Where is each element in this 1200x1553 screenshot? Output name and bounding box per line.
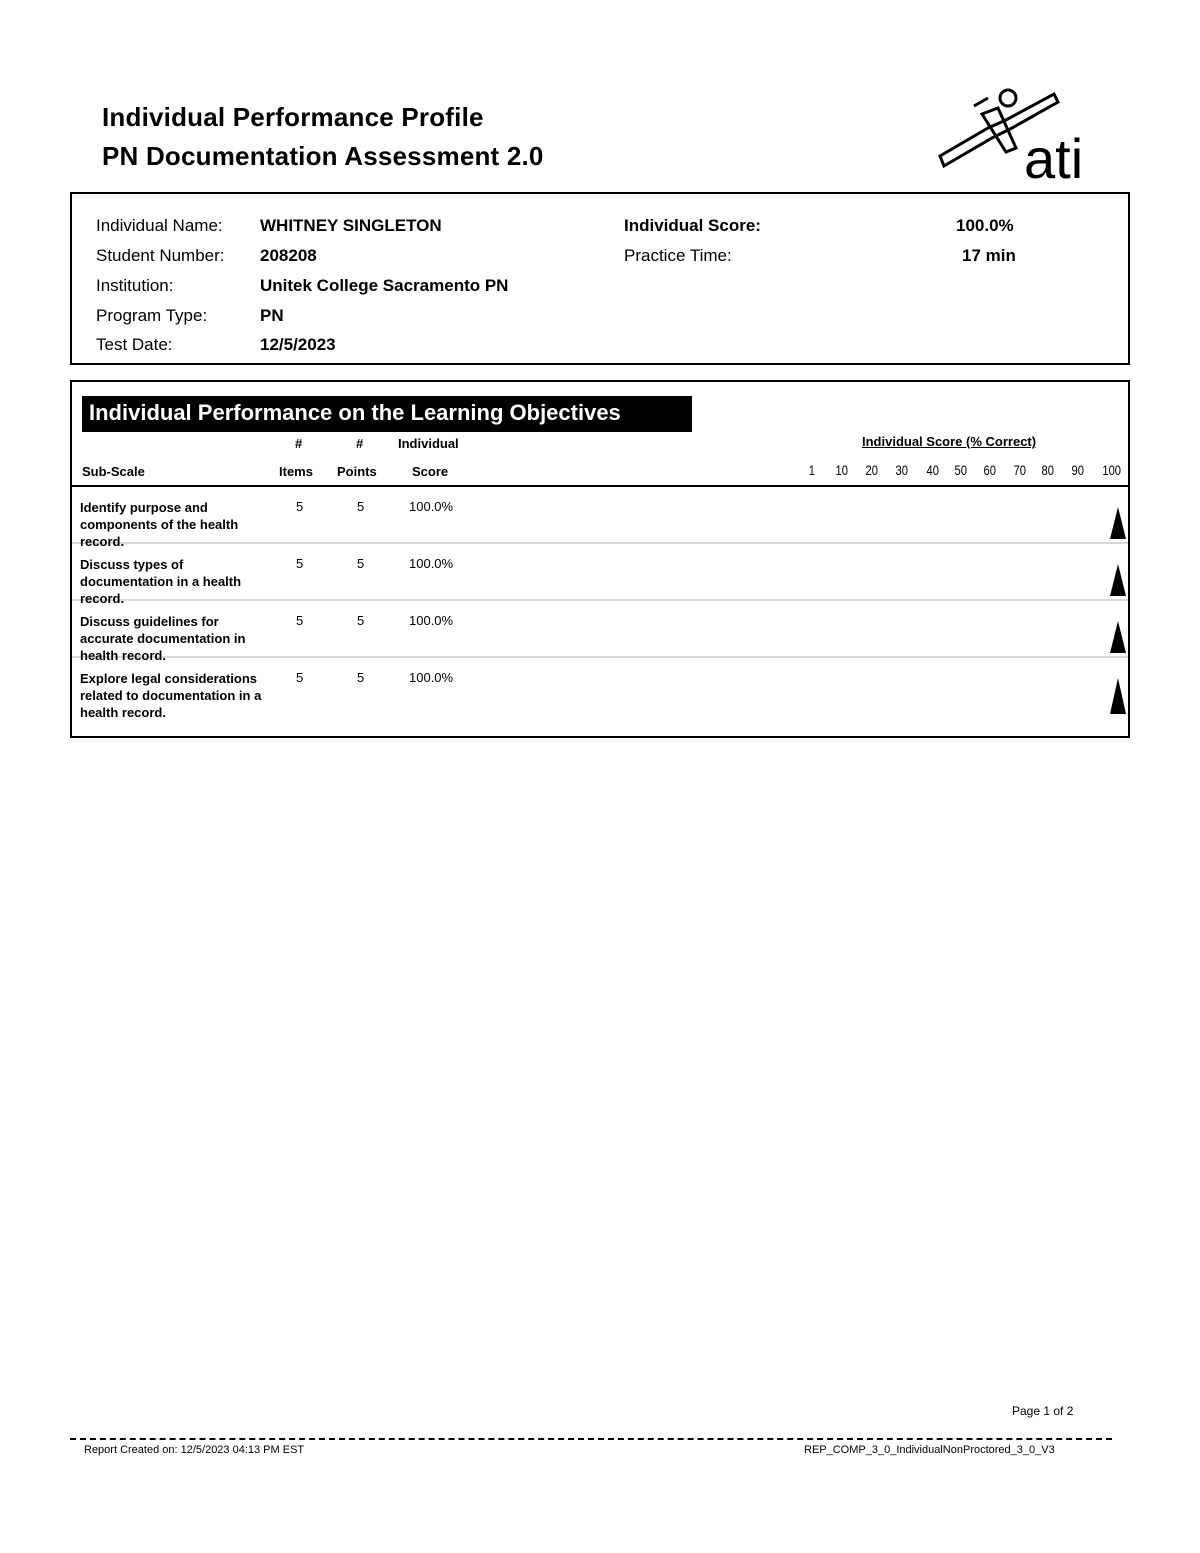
points-header-top: # (356, 436, 364, 451)
points-cell: 5 (357, 670, 365, 685)
score-marker-icon (1110, 564, 1126, 596)
scale-tick: 50 (954, 462, 968, 478)
scale-tick: 30 (895, 462, 909, 478)
items-cell: 5 (296, 613, 304, 628)
scale-tick: 1 (808, 462, 816, 478)
score-header-top: Individual (398, 436, 459, 451)
scale-tick: 80 (1041, 462, 1055, 478)
points-header: Points (337, 464, 377, 479)
points-cell: 5 (357, 613, 365, 628)
score-cell: 100.0% (409, 556, 454, 571)
learning-objectives-panel (70, 380, 1130, 738)
points-cell: 5 (357, 556, 365, 571)
test-date-label: Test Date: (96, 335, 173, 354)
program-type-value: PN (260, 306, 284, 325)
scale-tick: 20 (865, 462, 879, 478)
scale-tick: 40 (926, 462, 940, 478)
scale-tick: 100 (1102, 462, 1122, 478)
student-number-value: 208208 (260, 246, 317, 265)
score-label: Individual Score: (624, 216, 761, 235)
table-row (72, 658, 1128, 732)
assessment-title: PN Documentation Assessment 2.0 (102, 141, 544, 171)
subscale-name: Explore legal considerations related to documentation in a health record. (80, 671, 262, 720)
practice-time-value: 17 min (962, 246, 1016, 265)
subscale-header: Sub-Scale (82, 464, 145, 479)
institution-label: Institution: (96, 276, 174, 295)
name-label: Individual Name: (96, 216, 223, 235)
report-created: Report Created on: 12/5/2023 04:13 PM EST (84, 1444, 305, 1456)
items-header-top: # (295, 436, 303, 451)
scale-tick: 70 (1013, 462, 1027, 478)
items-cell: 5 (296, 556, 304, 571)
score-marker-icon (1110, 507, 1126, 539)
page-number: Page 1 of 2 (1012, 1404, 1074, 1418)
scale-tick: 90 (1071, 462, 1085, 478)
table-row (72, 487, 1128, 549)
items-cell: 5 (296, 499, 304, 514)
student-info-panel (70, 192, 1130, 365)
scale-title: Individual Score (% Correct) (862, 434, 1037, 449)
subscale-name: Identify purpose and components of the health record. (80, 500, 239, 549)
items-header: Items (279, 464, 313, 479)
scale-tick: 60 (983, 462, 997, 478)
objectives-banner: Individual Performance on the Learning Objectives (82, 396, 692, 432)
points-cell: 5 (357, 499, 365, 514)
score-value: 100.0% (956, 216, 1014, 235)
items-cell: 5 (296, 670, 304, 685)
student-number-label: Student Number: (96, 246, 225, 265)
logo-text: ati (1024, 127, 1084, 182)
score-marker-icon (1110, 678, 1126, 714)
test-date-value: 12/5/2023 (260, 335, 336, 354)
footer-divider (70, 1438, 1112, 1440)
ati-logo-icon (936, 86, 1106, 182)
score-cell: 100.0% (409, 499, 454, 514)
report-id: REP_COMP_3_0_IndividualNonProctored_3_0_V3 (804, 1444, 1055, 1456)
report-title: Individual Performance Profile (102, 102, 484, 132)
institution-value: Unitek College Sacramento PN (260, 276, 509, 295)
program-type-label: Program Type: (96, 306, 208, 325)
score-marker-icon (1110, 621, 1126, 653)
score-cell: 100.0% (409, 670, 454, 685)
score-cell: 100.0% (409, 613, 454, 628)
table-row (72, 601, 1128, 663)
subscale-name: Discuss types of documentation in a health record. (80, 557, 242, 606)
name-value: WHITNEY SINGLETON (260, 216, 442, 235)
score-header: Score (412, 464, 449, 479)
subscale-name: Discuss guidelines for accurate documentation in health record. (80, 614, 246, 663)
table-row (72, 544, 1128, 606)
practice-time-label: Practice Time: (624, 246, 732, 265)
scale-tick: 10 (835, 462, 849, 478)
